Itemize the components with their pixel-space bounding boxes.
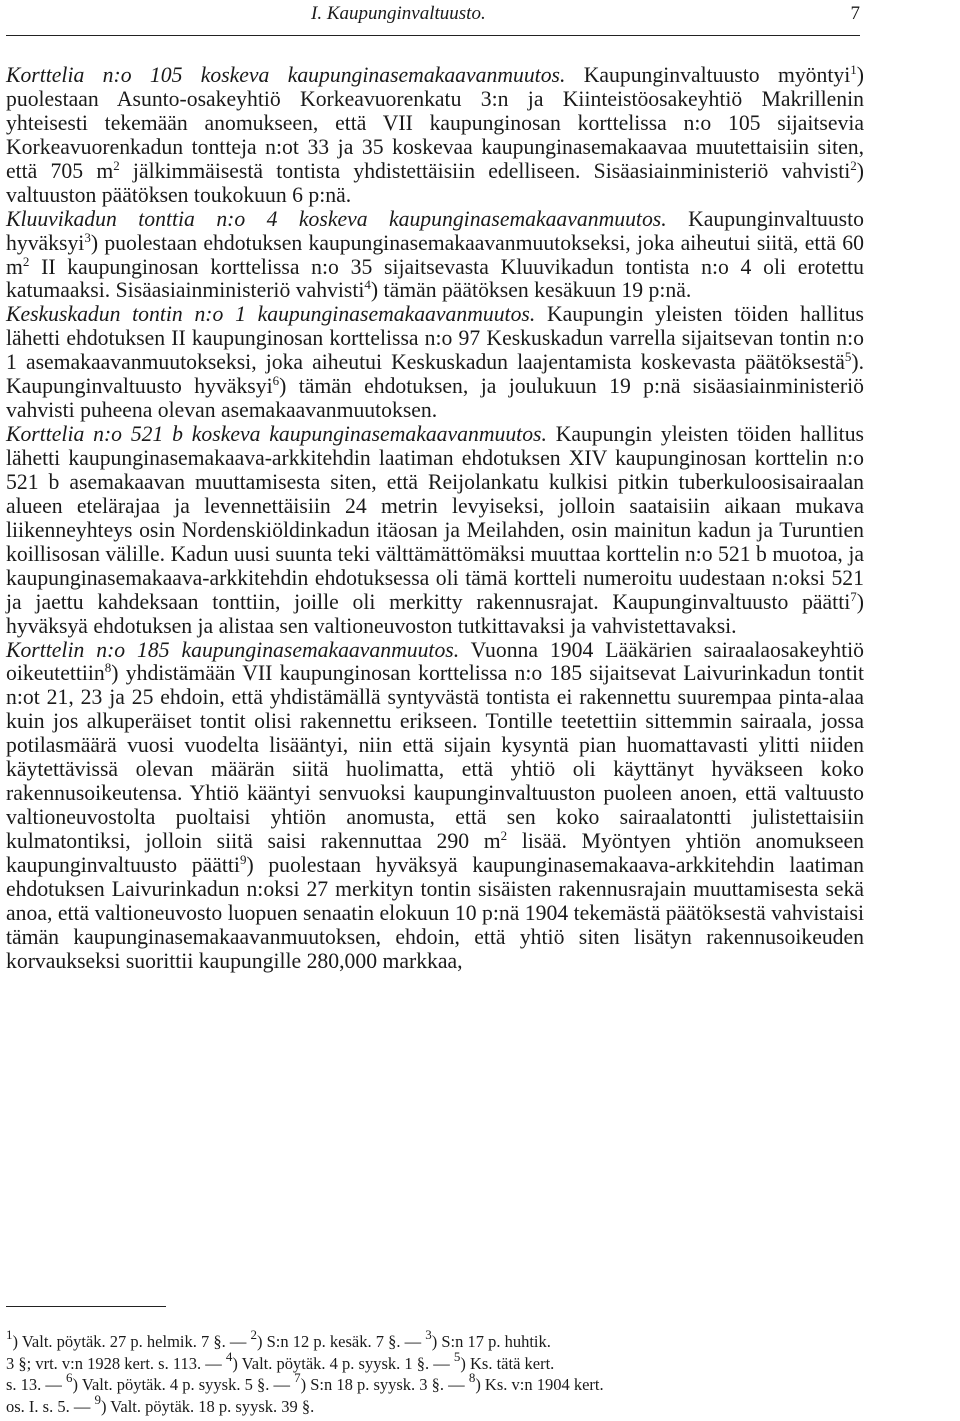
section-text: Kaupunginvaltuusto hyväksyi — [6, 206, 864, 255]
footnote-text: os. I. s. 5. — — [6, 1396, 95, 1416]
unit-superscript: 2 — [113, 157, 120, 173]
section-text: lisää. Myöntyen yhtiön anomukseen kaupunginvaltuusto päätti — [6, 829, 864, 877]
footnote-number: 5 — [453, 1348, 461, 1364]
section-text: II kaupunginosan korttelissa n:o 35 sijaitsevasta Kluuvikadun tontista n:o 4 oli erotettu katumaaksi. Sisäasiainministeriö vahvisti — [6, 254, 864, 303]
footnote-text: ) S:n 12 p. kesäk. 7 §. — — [257, 1332, 426, 1351]
section-text: Kaupungin yleisten töiden hallitus lähetti ehdotuksen II kaupunginosan korttelissa n:o 97 Keskuskadun varrella sijaitsevan tontin n:o 1 asemakaavanmuutokseksi, joka aiheutui Keskuskadun laajentamista koskevasta päätöksestä — [6, 302, 864, 375]
footnote-line — [6, 1370, 870, 1396]
footnote-line — [6, 1391, 870, 1418]
footnote-number: 7 — [294, 1370, 301, 1385]
section-text: ). Kaupunginvaltuusto hyväksyi — [6, 350, 864, 399]
footnote-text: ) Valt. pöytäk. 4 p. syysk. 5 §. — — [72, 1375, 295, 1394]
footnote-number: 1 — [6, 1327, 13, 1342]
footnote-text: ) Valt. pöytäk. 4 p. syysk. 1 §. — — [232, 1353, 454, 1373]
section-title: Korttelia n:o 105 koskeva kaupunginasemakaavanmuutos. — [6, 63, 566, 87]
footnote-ref: 5 — [844, 349, 852, 365]
header-rule — [6, 35, 860, 36]
section-text: Kaupunginvaltuusto myöntyi — [565, 63, 851, 87]
footnotes — [6, 1327, 870, 1417]
document-body — [6, 64, 864, 974]
unit-superscript: 2 — [22, 253, 30, 269]
footnote-line — [6, 1348, 870, 1375]
footnote-ref: 8 — [104, 660, 112, 676]
footnote-number: 6 — [66, 1370, 73, 1385]
section-paragraph — [6, 208, 864, 304]
section-text: Vuonna 1904 Lääkärien sairaalaosakeyhtiö oikeutettiin — [6, 637, 864, 686]
footnote-text: ) Valt. pöytäk. 27 p. helmik. 7 §. — — [12, 1332, 251, 1351]
section-text: jälkimmäisestä tontista yhdistettäisiin edelliseen. Sisäasiainministeriö vahvisti — [119, 158, 851, 183]
section-title: Keskuskadun tontin n:o 1 kaupunginasemakaavanmuutos. — [6, 302, 536, 327]
footnote-ref: 9 — [239, 851, 247, 867]
footnote-text: ) Valt. pöytäk. 18 p. syysk. 39 §. — [100, 1396, 315, 1416]
section-title: Kluuvikadun tonttia n:o 4 koskeva kaupunginasemakaavanmuutos. — [6, 206, 667, 231]
section-text: ) tämän päätöksen kesäkuun 19 p:nä. — [370, 278, 692, 303]
running-header — [6, 2, 860, 26]
section-text: ) yhdistämään VII kaupunginosan korttelissa n:o 185 sijaitsevat Laivurinkadun tontit n:ot 21, 23 ja 25 ehdoin, että yhdistämällä syntyvästä tontista ei rakennettu suurempaa pinta-alaa kuin jos alkuperäiset tontit olisi rakennettu erikseen. Tontille teetettiin sittemmin sairaala, jossa potilasmäärä vuosi vuodelta lisääntyi, niin että sijain kysyntä pian huomattavasti ylitti niiden käytettävissä olevan määrän siitä huolimatta, että yhtiö oli käyttänyt hyväkseen koko rakennusoikeutensa. Yhtiö kääntyi senvuoksi kaupunginvaltuuston puoleen anoen, että valtuusto valtioneuvostolta puoltaisi yhtiön anomusta, että sen koko sairaalatontti julistettaisiin kulmatontiksi, jolloin siitä saisi rakennuttaa 290 m — [6, 661, 864, 853]
footnote-text: 3 §; vrt. v:n 1928 kert. s. 113. — — [6, 1353, 226, 1373]
footnote-number: 3 — [425, 1327, 432, 1342]
footnote-ref: 3 — [84, 229, 91, 245]
section-title: Korttelin n:o 185 kaupunginasemakaavanmuutos. — [6, 637, 460, 662]
running-title: I. Kaupunginvaltuusto. — [311, 3, 486, 24]
section-text: Kaupungin yleisten töiden hallitus lähetti kaupunginasemakaava-arkkitehdin laatiman ehdotuksen XIV kaupunginosan korttelin n:o 521 b asemakaavan muuttamisesta siten, että Reijolankatu kulkisi pitkin tuberkuloosisairaalan alueen etelärajaa ja levennettäisiin 24 metrin levyiseksi, jolloin saataisiin aikaan mukava liikenneyhteys osin Nordenskiöldinkadun itäosan ja Meilahden, osin mainitun kadun ja Turuntien koillisosan välille. Kadun uusi suunta teki välttämättömäksi muuttaa korttelin n:o 521 b muotoa, ja kaupunginasemakaava-arkkitehdin ehdotuksessa oli tämä kortteli numeroitu uudestaan n:oksi 521 ja jaettu kahdeksaan tonttiin, joille oli merkitty rakennusrajat. Kaupunginvaltuusto päätti — [6, 422, 864, 614]
footnote-ref: 1 — [850, 62, 857, 77]
footnote-number: 8 — [468, 1370, 476, 1385]
section-paragraph — [6, 639, 864, 974]
footnote-line — [6, 1327, 870, 1353]
section-text: ) tämän ehdotuksen, ja joulukuun 19 p:nä sisäasiainministeriö vahvisti puheena olevan asemakaavanmuutoksen. — [6, 374, 864, 423]
section-text: ) hyväksyä ehdotuksen ja alistaa sen valtioneuvoston tutkittavaksi ja vahvistettavaksi. — [6, 589, 864, 638]
section-paragraph — [6, 423, 864, 638]
footnote-ref: 4 — [364, 277, 371, 293]
footnote-text: ) Ks. tätä kert. — [460, 1353, 555, 1373]
section-text: ) puolestaan ehdotuksen kaupunginasemakaavanmuutokseksi, joka aiheutui siitä, että 60 m — [6, 230, 864, 279]
section-paragraph — [6, 303, 864, 423]
footnote-text: ) S:n 18 p. syysk. 3 §. — — [300, 1375, 469, 1394]
footnote-ref: 6 — [272, 373, 280, 389]
footnote-number: 9 — [94, 1391, 101, 1407]
footnote-text: ) Ks. v:n 1904 kert. — [475, 1375, 604, 1394]
footnote-ref: 2 — [850, 157, 857, 173]
footnote-number: 4 — [225, 1348, 233, 1364]
unit-superscript: 2 — [500, 828, 508, 843]
footnote-ref: 7 — [850, 588, 857, 604]
footnote-rule — [6, 1306, 166, 1307]
section-text: ) valtuuston päätöksen toukokuun 6 p:nä. — [6, 158, 864, 207]
footnote-text: s. 13. — — [6, 1375, 67, 1394]
section-paragraph — [6, 64, 864, 208]
section-title: Korttelia n:o 521 b koskeva kaupunginasemakaavanmuutos. — [6, 422, 547, 447]
footnote-number: 2 — [250, 1327, 258, 1342]
section-text: ) puolestaan hyväksyä kaupunginasemakaava-arkkitehdin laatiman ehdotuksen Laivurinkadun n:oksi 27 merkityn tontin sisäisten rakennusrajain muuttamisesta sekä anoa, että valtioneuvosto luopuen senaatin elokuun 10 p:nä 1904 tekemästä päätöksestä vahvistaisi tämän kaupunginasemakaavanmuutoksen, ehdoin, että yhtiö siten lisätyn rakennusoikeuden korvaukseksi suorittii kaupungille 280,000 markkaa, — [6, 852, 864, 973]
footnote-text: ) S:n 17 p. huhtik. — [431, 1332, 551, 1351]
section-text: ) puolestaan Asunto-osakeyhtiö Korkeavuorenkatu 3:n ja Kiinteistöosakeyhtiö Makrillenin yhteisesti tekemään anomukseen, että VII kaupunginosan korttelissa n:o 105 sijaitsevia Korkeavuorenkadun tontteja n:ot 33 ja 35 koskevaa kaupunginasemakaavaa muutettaisiin siten, että 705 m — [6, 63, 864, 183]
page-number: 7 — [850, 3, 860, 24]
